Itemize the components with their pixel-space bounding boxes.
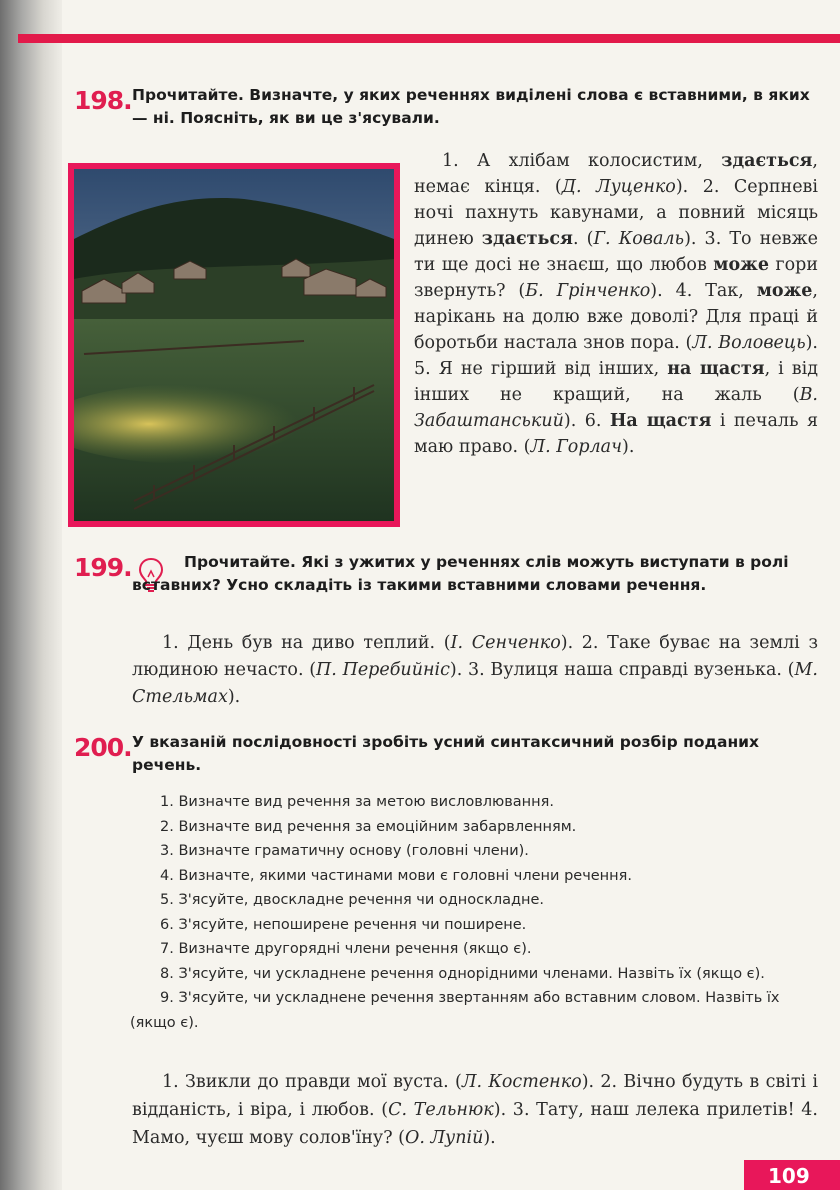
text-run: , і від інших не кращий, на жаль ( <box>414 359 818 405</box>
text-run: ). 4. Так, <box>650 281 757 301</box>
exercise-200-number: 200. <box>74 733 132 762</box>
highlighted-word: здається <box>721 151 813 171</box>
highlighted-word: здається <box>481 229 573 249</box>
highlighted-word: може <box>713 255 769 275</box>
exercise-198-text <box>414 148 818 460</box>
analysis-step: 2. Визначте вид речення за емоційним забарвленням. <box>160 818 577 835</box>
text-run: гори звернуть? ( <box>414 255 818 301</box>
exercise-198-number: 198. <box>74 86 132 115</box>
author-citation: В. Забаштанський <box>414 385 818 431</box>
highlighted-word: На щастя <box>609 411 712 431</box>
text-run: 1. А хлібам колосистим, <box>442 151 722 171</box>
exercise-200-task: У вказаній послідовності зробіть усний синтаксичний розбір поданих речень. <box>132 733 760 774</box>
author-citation: П. Перебийніс <box>316 660 450 680</box>
author-citation: М. Стельмах <box>132 660 818 707</box>
author-citation: І. Сенченко <box>450 633 561 653</box>
author-citation: Л. Костенко <box>461 1072 582 1092</box>
text-run: ). 2. Таке буває на землі з людиною нечасто. ( <box>132 633 818 680</box>
analysis-step: 8. З'ясуйте, чи ускладнене речення однорідними членами. Назвіть їх (якщо є). <box>160 965 765 982</box>
text-run: ). 6. <box>563 411 610 431</box>
text-run: ). <box>227 687 241 707</box>
analysis-steps-list <box>130 790 818 1035</box>
exercise-199-text <box>132 630 818 711</box>
author-citation: Б. Грінченко <box>525 281 651 301</box>
text-run: ). 3. То невже ти ще досі не знаєш, що любов <box>414 229 818 275</box>
analysis-step: 4. Визначте, якими частинами мови є головні члени речення. <box>160 867 632 884</box>
text-run: ). 3. Тату, наш лелека прилетів! 4. Мамо, чуєш мову солов'їну? ( <box>132 1100 818 1148</box>
analysis-step: 9. З'ясуйте, чи ускладнене речення звертанням або вставним словом. Назвіть їх (якщо є). <box>130 990 780 1031</box>
text-run: , нарікань на долю вже доволі? Для праці й боротьби настала знов пора. ( <box>414 281 818 353</box>
author-citation: Г. Коваль <box>593 229 685 249</box>
exercise-200-text <box>132 1068 818 1152</box>
text-run: 1. Звикли до правди мої вуста. ( <box>162 1072 462 1092</box>
analysis-step: 7. Визначте другорядні члени речення (якщо є). <box>160 941 532 957</box>
author-citation: Л. Воловець <box>692 333 806 353</box>
text-run: , немає кінця. ( <box>414 151 818 197</box>
analysis-step: 3. Визначте граматичну основу (головні члени). <box>160 843 529 859</box>
book-spine-shadow <box>0 0 62 1190</box>
text-run: ). 3. Вулиця наша справді вузенька. ( <box>449 660 795 680</box>
text-run: ). 2. Серпневі ночі пахнуть кавунами, а повний місяць динею <box>414 177 819 249</box>
analysis-step: 6. З'ясуйте, непоширене речення чи поширене. <box>160 916 527 933</box>
text-run: ). <box>622 437 635 457</box>
text-run: ). 5. Я не гірший від інших, <box>414 333 818 379</box>
exercise-198-task: Прочитайте. Визначте, у яких реченнях виділені слова є вставними, в яких — ні. Поясніть, як ви це з'ясували. <box>132 86 810 127</box>
text-run: 1. День був на диво теплий. ( <box>162 633 451 653</box>
analysis-step: 5. З'ясуйте, двоскладне речення чи односкладне. <box>160 892 545 908</box>
text-run: і печаль я маю право. ( <box>414 411 819 457</box>
author-citation: С. Тельнюк <box>388 1100 494 1120</box>
author-citation: Д. Луценко <box>561 177 676 197</box>
author-citation: О. Лупій <box>404 1128 484 1148</box>
mountain-village-image <box>74 169 394 521</box>
text-run: . ( <box>572 229 594 249</box>
author-citation: Л. Горлач <box>530 437 623 457</box>
exercise-199-number: 199. <box>74 553 132 582</box>
analysis-step: 1. Визначте вид речення за метою висловлювання. <box>160 794 554 810</box>
text-run: ). 2. Вічно будуть в світі і відданість, і віра, і любов. ( <box>132 1072 819 1120</box>
highlighted-word: може <box>756 281 813 301</box>
highlighted-word: на щастя <box>667 359 765 379</box>
exercise-199-task: Прочитайте. Які з ужитих у реченнях слів можуть виступати в ролі вставних? Усно складіть із такими вставними словами речення. <box>132 553 789 594</box>
landscape-photo <box>68 163 400 527</box>
page-number: 109 <box>744 1160 840 1190</box>
text-run: ). <box>483 1128 496 1148</box>
header-rule <box>18 34 840 43</box>
